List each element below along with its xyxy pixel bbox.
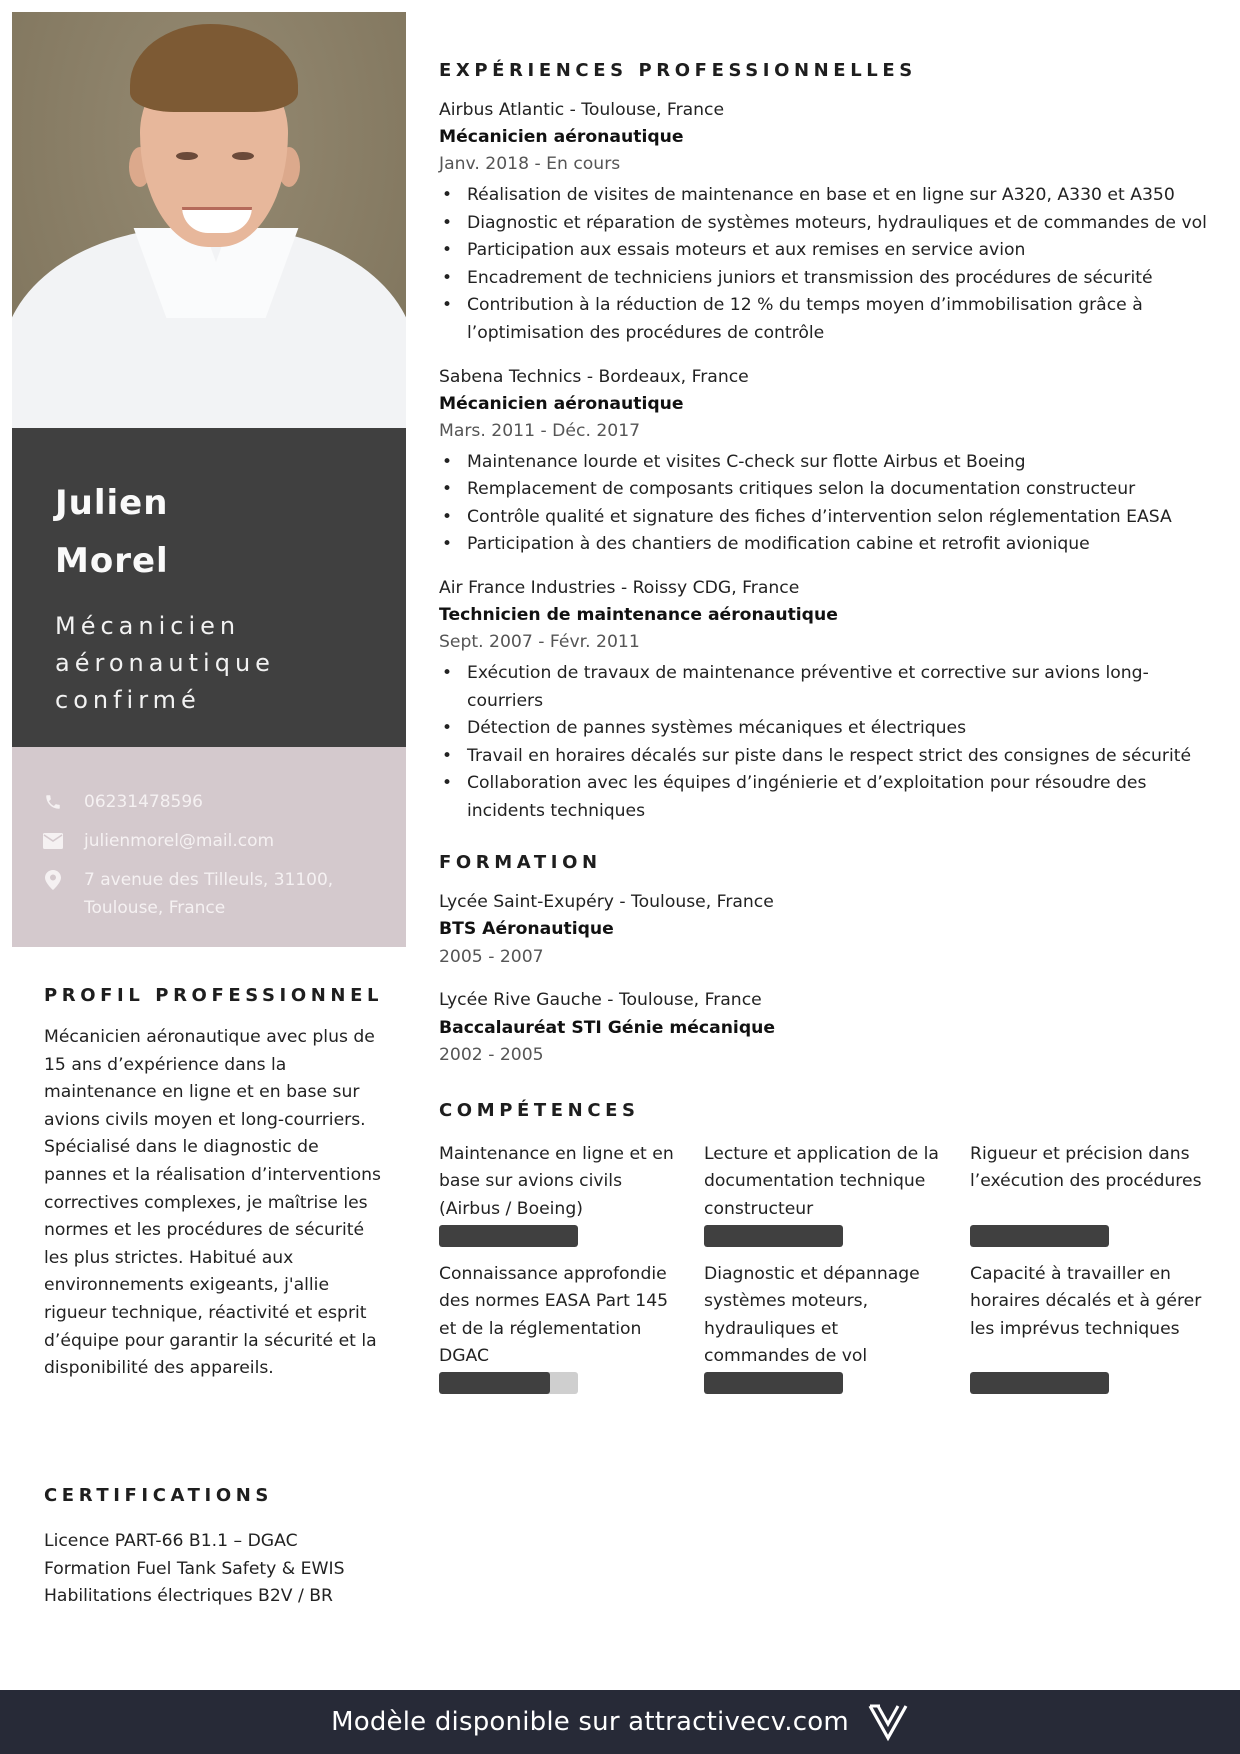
skill-item — [970, 1141, 1210, 1247]
degree: Baccalauréat STI Génie mécanique — [439, 1017, 776, 1038]
skill-label: Connaissance approfondie des normes EASA Part 145 et de la réglementation DGAC — [439, 1263, 669, 1367]
map-pin-icon — [42, 866, 64, 894]
skill-label: Maintenance en ligne et en base sur avions civils (Airbus / Boeing) — [439, 1143, 674, 1219]
contact-address — [42, 866, 344, 922]
experience-heading: EXPÉRIENCES PROFESSIONNELLES — [439, 60, 917, 81]
job-bullet: • Exécution de travaux de maintenance préventive et corrective sur avions long-courriers — [439, 660, 1209, 715]
last-name: Morel — [55, 541, 169, 581]
job-bullets — [439, 182, 1209, 348]
skill-item — [704, 1141, 970, 1247]
skills-grid — [439, 1141, 1209, 1394]
profile-heading: PROFIL PROFESSIONNEL — [44, 985, 384, 1006]
skill-level-fill — [439, 1372, 550, 1394]
education-years: 2002 - 2005 — [439, 1045, 544, 1065]
footer-banner[interactable] — [0, 1690, 1240, 1754]
certification-item: Formation Fuel Tank Safety & EWIS — [44, 1558, 345, 1579]
phone-icon — [42, 788, 64, 816]
footer-link-text[interactable]: Modèle disponible sur attractivecv.com — [331, 1707, 849, 1737]
skill-item — [439, 1261, 704, 1394]
profile-section — [44, 985, 384, 1383]
photo-eye-right — [232, 152, 254, 160]
school-location: Lycée Rive Gauche - Toulouse, France — [439, 990, 762, 1010]
envelope-icon — [42, 827, 64, 855]
job-bullet: • Remplacement de composants critiques selon la documentation constructeur — [439, 476, 1209, 504]
skill-level-bar — [704, 1225, 843, 1247]
company-location: Air France Industries - Roissy CDG, France — [439, 577, 800, 598]
contact-panel — [12, 747, 406, 947]
experience-entry — [439, 575, 1209, 826]
job-bullet: • Détection de pannes systèmes mécaniques et électriques — [439, 715, 1209, 743]
profile-photo — [12, 12, 406, 428]
skill-label: Diagnostic et dépannage systèmes moteurs, hydrauliques et commandes de vol — [704, 1263, 920, 1367]
company-location: Sabena Technics - Bordeaux, France — [439, 366, 749, 387]
job-bullet: • Participation aux essais moteurs et aux remises en service avion — [439, 237, 1209, 265]
education-entry — [439, 889, 1209, 972]
job-bullet: • Maintenance lourde et visites C-check sur flotte Airbus et Boeing — [439, 449, 1209, 477]
degree: BTS Aéronautique — [439, 919, 614, 939]
attractivecv-logo-icon — [867, 1702, 909, 1742]
skill-level-bar — [439, 1225, 578, 1247]
company-location: Airbus Atlantic - Toulouse, France — [439, 100, 725, 120]
skill-item — [704, 1261, 970, 1394]
experience-entry — [439, 364, 1209, 559]
certifications-section — [44, 1485, 384, 1611]
job-dates: Mars. 2011 - Déc. 2017 — [439, 420, 641, 441]
job-bullet: • Collaboration avec les équipes d’ingénierie et d’exploitation pour résoudre des incidents techniques — [439, 770, 1209, 825]
experience-entry — [439, 97, 1209, 348]
contact-email — [42, 827, 344, 855]
education-entry — [439, 987, 1209, 1070]
job-bullets — [439, 449, 1209, 559]
photo-eye-left — [176, 152, 198, 160]
skill-level-fill — [704, 1372, 843, 1394]
skill-label: Rigueur et précision dans l’exécution des procédures — [970, 1143, 1202, 1192]
education-heading: FORMATION — [439, 851, 602, 873]
email-address[interactable]: julienmorel@mail.com — [84, 831, 275, 851]
skill-level-bar — [970, 1225, 1109, 1247]
first-name: Julien — [55, 483, 169, 523]
certification-item: Licence PART-66 B1.1 – DGAC — [44, 1531, 298, 1551]
skill-level-bar — [704, 1372, 843, 1394]
main-column — [439, 60, 1209, 1394]
skill-level-bar — [439, 1372, 578, 1394]
certifications-heading: CERTIFICATIONS — [44, 1485, 273, 1506]
school-location: Lycée Saint-Exupéry - Toulouse, France — [439, 891, 774, 912]
contact-phone — [42, 788, 344, 816]
skill-level-fill — [439, 1225, 578, 1247]
job-dates: Janv. 2018 - En cours — [439, 154, 621, 174]
job-bullet: • Travail en horaires décalés sur piste dans le respect strict des consignes de sécurité — [439, 743, 1209, 771]
job-bullet: • Contribution à la réduction de 12 % du temps moyen d’immobilisation grâce à l’optimisation des procédures de contrôle — [439, 292, 1209, 347]
skills-heading: COMPÉTENCES — [439, 1099, 640, 1121]
phone-number[interactable]: 06231478596 — [84, 792, 203, 812]
certifications-list — [44, 1528, 384, 1611]
skill-level-fill — [970, 1372, 1109, 1394]
name-header-panel — [12, 428, 406, 747]
skill-label: Capacité à travailler en horaires décalés et à gérer les imprévus techniques — [970, 1263, 1202, 1339]
education-years: 2005 - 2007 — [439, 946, 544, 967]
job-role: Mécanicien aéronautique — [439, 393, 684, 414]
job-bullet: • Réalisation de visites de maintenance en base et en ligne sur A320, A330 et A350 — [439, 182, 1209, 210]
job-bullet: • Contrôle qualité et signature des fiches d’intervention selon réglementation EASA — [439, 504, 1209, 532]
job-role: Mécanicien aéronautique — [439, 127, 684, 147]
skill-level-bar — [970, 1372, 1109, 1394]
job-role: Technicien de maintenance aéronautique — [439, 604, 838, 625]
job-bullets — [439, 660, 1209, 826]
job-title: Mécanicien aéronautique confirmé — [55, 612, 275, 714]
skill-level-fill — [704, 1225, 843, 1247]
skill-item — [439, 1141, 704, 1247]
job-bullet: • Encadrement de techniciens juniors et transmission des procédures de sécurité — [439, 265, 1209, 293]
skill-label: Lecture et application de la documentation technique constructeur — [704, 1143, 939, 1219]
job-bullet: • Diagnostic et réparation de systèmes moteurs, hydrauliques et de commandes de vol — [439, 210, 1209, 238]
skill-item — [970, 1261, 1210, 1394]
job-dates: Sept. 2007 - Févr. 2011 — [439, 631, 640, 652]
profile-summary: Mécanicien aéronautique avec plus de 15 ans d’expérience dans la maintenance en ligne et en base sur avions civils moyen et long-courriers. Spécialisé dans le diagnostic de pannes et la réalisation d’interventions correctives complexes, je maîtrise les normes et les procédures de sécurité les plus strictes. Habitué aux environnements exigeants, j'allie rigueur technique, réactivité et esprit d’équipe pour garantir la sécurité et la disponibilité des appareils. — [44, 1027, 381, 1379]
skill-level-fill — [970, 1225, 1109, 1247]
job-bullet: • Participation à des chantiers de modification cabine et retrofit avionique — [439, 531, 1209, 559]
postal-address: 7 avenue des Tilleuls, 31100, Toulouse, France — [84, 870, 334, 918]
certification-item: Habilitations électriques B2V / BR — [44, 1586, 333, 1606]
